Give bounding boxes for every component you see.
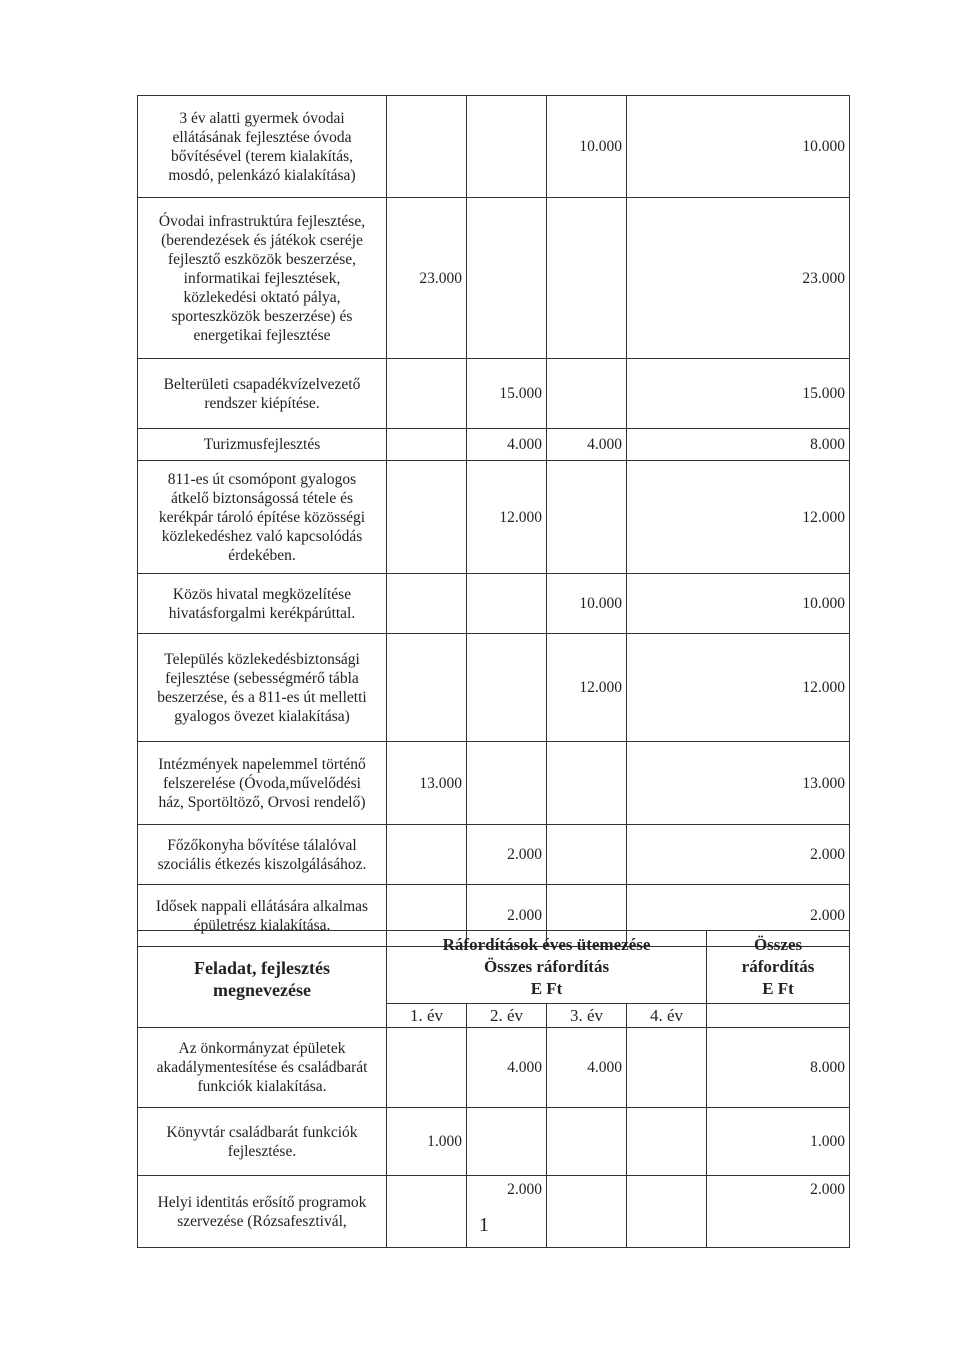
year2-value bbox=[467, 634, 547, 742]
year1-value bbox=[387, 825, 467, 885]
year1-value bbox=[387, 359, 467, 429]
table-row bbox=[138, 198, 850, 359]
budget-table-top bbox=[137, 95, 850, 947]
year3-value: 10.000 bbox=[547, 96, 627, 198]
header-task-label: Feladat, fejlesztés megnevezése bbox=[194, 958, 330, 1000]
year1-value: 23.000 bbox=[387, 198, 467, 359]
header-task bbox=[138, 931, 387, 1028]
year3-value: 10.000 bbox=[547, 574, 627, 634]
table-row bbox=[138, 96, 850, 198]
year2-value: 2.000 bbox=[467, 1176, 547, 1248]
task-cell bbox=[138, 825, 387, 885]
year1-value bbox=[387, 461, 467, 574]
total-value: 10.000 bbox=[627, 96, 850, 198]
header-schedule bbox=[387, 931, 707, 1004]
year2-value: 12.000 bbox=[467, 461, 547, 574]
task-cell bbox=[138, 634, 387, 742]
header-total-blank bbox=[707, 1004, 850, 1028]
year3-value: 4.000 bbox=[547, 429, 627, 461]
task-label: Könyvtár családbarát funkciók fejlesztése. bbox=[166, 1123, 358, 1160]
year2-value bbox=[467, 96, 547, 198]
year3-value bbox=[547, 359, 627, 429]
task-label: Helyi identitás erősítő programok szervezése (Rózsafesztivál, bbox=[157, 1193, 367, 1230]
table-row bbox=[138, 634, 850, 742]
year1-value: 13.000 bbox=[387, 742, 467, 825]
task-cell bbox=[138, 359, 387, 429]
year2-value: 2.000 bbox=[467, 825, 547, 885]
year2-value bbox=[467, 198, 547, 359]
task-label: Az önkormányzat épületek akadálymentesítése és családbarát funkciók kialakítása. bbox=[156, 1040, 368, 1095]
year3-value bbox=[547, 825, 627, 885]
year2-value bbox=[467, 574, 547, 634]
table-row bbox=[138, 461, 850, 574]
year1-value bbox=[387, 1176, 467, 1248]
year1-value bbox=[387, 634, 467, 742]
table-row bbox=[138, 574, 850, 634]
header-row bbox=[138, 931, 850, 1004]
year2-value: 4.000 bbox=[467, 1028, 547, 1108]
total-value: 23.000 bbox=[627, 198, 850, 359]
task-cell bbox=[138, 198, 387, 359]
total-value: 8.000 bbox=[627, 429, 850, 461]
header-total-label: Összes ráfordítás E Ft bbox=[741, 935, 815, 998]
task-cell bbox=[138, 1108, 387, 1176]
year3-value bbox=[547, 742, 627, 825]
total-value: 2.000 bbox=[627, 885, 850, 947]
task-label: Turizmusfejlesztés bbox=[203, 436, 321, 453]
year2-value bbox=[467, 742, 547, 825]
year4-value bbox=[627, 1028, 707, 1108]
year3-value bbox=[547, 198, 627, 359]
header-year-2: 2. év bbox=[467, 1004, 547, 1028]
total-value: 8.000 bbox=[707, 1028, 850, 1108]
task-label: 811-es út csomópont gyalogos átkelő biztonságossá tétele és kerékpár tároló építése közösségi közlekedéshez való kapcsolódás érdekében. bbox=[158, 470, 366, 564]
header-total bbox=[707, 931, 850, 1004]
total-value: 12.000 bbox=[627, 634, 850, 742]
year3-value bbox=[547, 1176, 627, 1248]
year1-value: 1.000 bbox=[387, 1108, 467, 1176]
total-value: 2.000 bbox=[627, 825, 850, 885]
header-schedule-subtitle: Összes ráfordítás bbox=[483, 957, 610, 976]
year1-value bbox=[387, 96, 467, 198]
table-row bbox=[138, 825, 850, 885]
year2-value: 2.000 bbox=[467, 885, 547, 947]
total-value: 1.000 bbox=[707, 1108, 850, 1176]
total-value: 13.000 bbox=[627, 742, 850, 825]
task-label: Belterületi csapadékvízelvezető rendszer kiépítése. bbox=[163, 375, 361, 412]
year1-value bbox=[387, 429, 467, 461]
total-value: 2.000 bbox=[707, 1176, 850, 1248]
table-row bbox=[138, 1108, 850, 1176]
page-number: 1 bbox=[479, 1214, 489, 1236]
year2-value bbox=[467, 1108, 547, 1176]
year3-value bbox=[547, 461, 627, 574]
year1-value bbox=[387, 574, 467, 634]
task-cell bbox=[138, 1028, 387, 1108]
task-cell bbox=[138, 96, 387, 198]
header-schedule-title: Ráfordítások éves ütemezése bbox=[442, 935, 651, 954]
task-label: Főzőkonyha bővítése tálalóval szociális étkezés kiszolgálásához. bbox=[157, 836, 367, 873]
task-label: Település közlekedésbiztonsági fejlesztése (sebességmérő tábla beszerzése, és a 811-es út melletti gyalogos övezet kialakítása) bbox=[157, 650, 367, 725]
year3-value: 4.000 bbox=[547, 1028, 627, 1108]
task-cell bbox=[138, 1176, 387, 1248]
budget-table-bottom bbox=[137, 930, 850, 1248]
year2-value: 15.000 bbox=[467, 359, 547, 429]
task-label: Óvodai infrastruktúra fejlesztése, (berendezések és játékok cseréje fejlesztő eszközök beszerzése, informatikai fejlesztések, közlekedési oktató pálya, sporteszközök beszerzése) és energetikai fejlesztése bbox=[158, 212, 366, 344]
table-row bbox=[138, 359, 850, 429]
task-cell bbox=[138, 429, 387, 461]
year3-value bbox=[547, 1108, 627, 1176]
task-label: Közös hivatal megközelítése hivatásforgalmi kerékpárúttal. bbox=[168, 585, 356, 622]
year4-value bbox=[627, 1176, 707, 1248]
table-row bbox=[138, 742, 850, 825]
total-value: 12.000 bbox=[627, 461, 850, 574]
total-value: 15.000 bbox=[627, 359, 850, 429]
header-schedule-unit: E Ft bbox=[530, 979, 563, 998]
task-label: Intézmények napelemmel történő felszerelése (Óvoda,művelődési ház, Sportöltöző, Orvosi rendelő) bbox=[158, 755, 366, 811]
header-year-1: 1. év bbox=[387, 1004, 467, 1028]
task-label: 3 év alatti gyermek óvodai ellátásának fejlesztése óvoda bővítésével (terem kialakítás, mosdó, pelenkázó kialakítása) bbox=[168, 109, 356, 184]
year1-value bbox=[387, 1028, 467, 1108]
header-year-4: 4. év bbox=[627, 1004, 707, 1028]
total-value: 10.000 bbox=[627, 574, 850, 634]
year3-value: 12.000 bbox=[547, 634, 627, 742]
task-cell bbox=[138, 461, 387, 574]
table-row bbox=[138, 429, 850, 461]
header-year-3: 3. év bbox=[547, 1004, 627, 1028]
task-label: Idősek nappali ellátására alkalmas épületrész kialakítása. bbox=[155, 897, 369, 934]
task-cell bbox=[138, 742, 387, 825]
year4-value bbox=[627, 1108, 707, 1176]
task-cell bbox=[138, 574, 387, 634]
table-row bbox=[138, 1028, 850, 1108]
year2-value: 4.000 bbox=[467, 429, 547, 461]
